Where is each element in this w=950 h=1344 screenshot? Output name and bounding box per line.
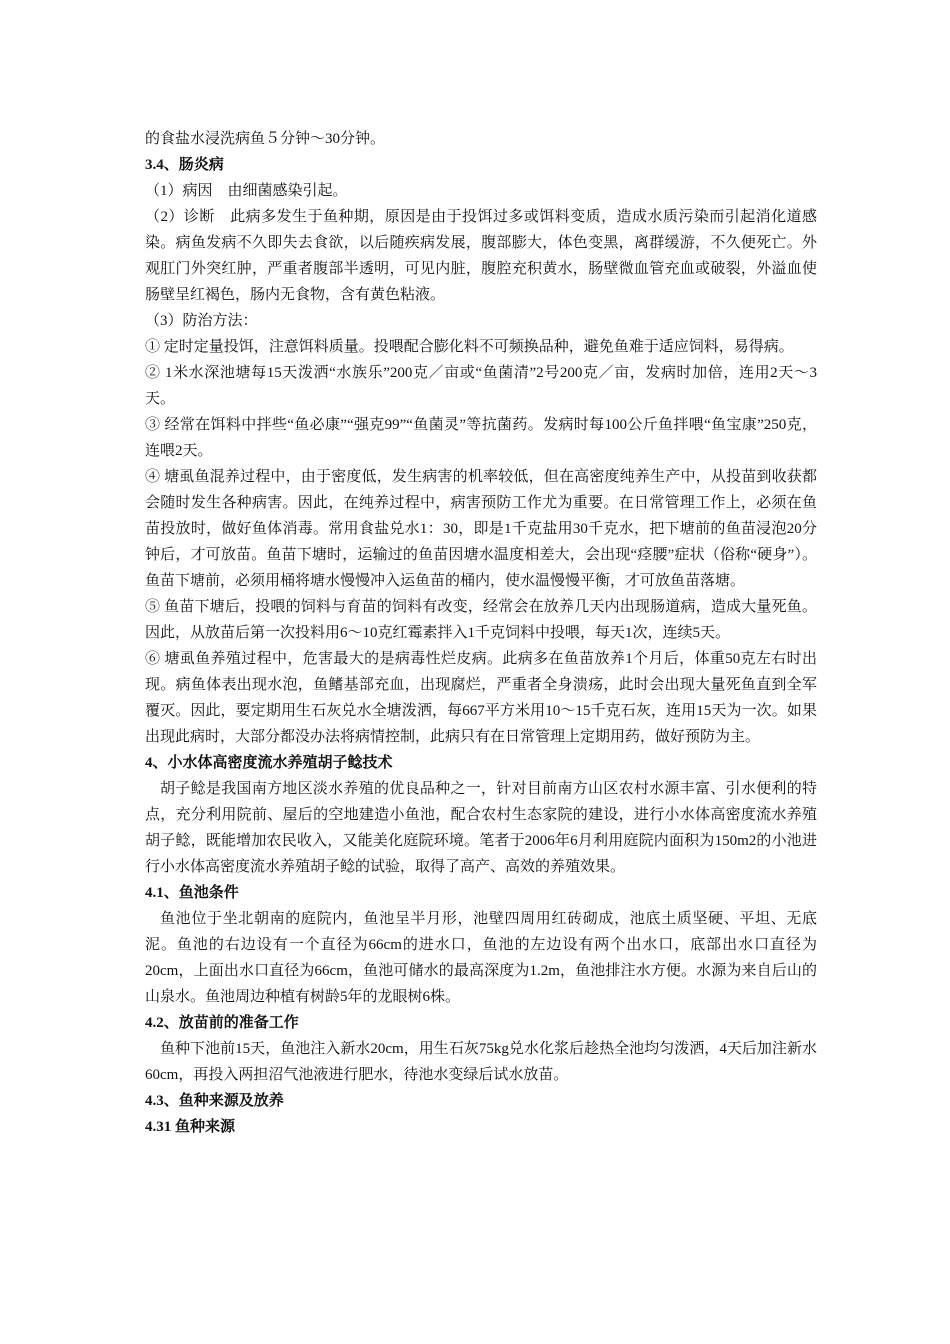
- paragraph: 鱼种下池前15天，鱼池注入新水20cm，用生石灰75kg兑水化浆后趁热全池均匀泼洒，4天后加注新水60cm，再投入两担沼气池液进行肥水，待池水变绿后试水放苗。: [145, 1041, 817, 1083]
- paragraph: 的食盐水浸洗病鱼５分钟～30分钟。: [145, 131, 386, 147]
- paragraph: （1）病因 由细菌感染引起。: [145, 183, 348, 199]
- section-heading: 4.2、放苗前的准备工作: [145, 1015, 299, 1031]
- document-page: [145, 126, 817, 1140]
- section-heading: 3.4、肠炎病: [145, 157, 224, 173]
- list-item: ① 定时定量投饵，注意饵料质量。投喂配合膨化料不可频换品种，避免鱼难于适应饲料，易得病。: [145, 339, 794, 355]
- list-item: ⑤ 鱼苗下塘后，投喂的饲料与育苗的饲料有改变，经常会在放养几天内出现肠道病，造成大量死鱼。因此，从放苗后第一次投料用6～10克红霉素拌入1千克饲料中投喂，每天1次，连续5天。: [145, 599, 817, 641]
- list-item: ③ 经常在饵料中拌些“鱼必康”“强克99”“鱼菌灵”等抗菌药。发病时每100公斤鱼拌喂“鱼宝康”250克，连喂2天。: [145, 417, 817, 459]
- section-heading: 4.1、鱼池条件: [145, 885, 239, 901]
- subsection-heading: 4.31 鱼种来源: [145, 1119, 236, 1135]
- paragraph: （3）防治方法：: [145, 313, 258, 329]
- list-item: ④ 塘虱鱼混养过程中，由于密度低，发生病害的机率较低，但在高密度纯养生产中，从投苗到收获都会随时发生各种病害。因此，在纯养过程中，病害预防工作尤为重要。在日常管理工作上，必须在鱼苗投放时，做好鱼体消毒。常用食盐兑水1：30，即是1千克盐用30千克水，把下塘前的鱼苗浸泡20分钟后，才可放苗。鱼苗下塘时，运输过的鱼苗因塘水温度相差大，会出现“痉腰”症状（俗称“硬身”）。鱼苗下塘前，必须用桶将塘水慢慢冲入运鱼苗的桶内，使水温慢慢平衡，才可放鱼苗落塘。: [145, 469, 817, 589]
- list-item: ⑥ 塘虱鱼养殖过程中，危害最大的是病毒性烂皮病。此病多在鱼苗放养1个月后，体重50克左右时出现。病鱼体表出现水泡，鱼鳍基部充血，出现腐烂，严重者全身溃疡，此时会出现大量死鱼直到全军覆灭。因此，要定期用生石灰兑水全塘泼洒，每667平方米用10～15千克石灰，连用15天为一次。如果出现此病时，大部分都没办法将病情控制，此病只有在日常管理上定期用药，做好预防为主。: [145, 651, 817, 745]
- section-heading: 4.3、鱼种来源及放养: [145, 1093, 284, 1109]
- paragraph: 胡子鲶是我国南方地区淡水养殖的优良品种之一，针对目前南方山区农村水源丰富、引水便利的特点，充分利用院前、屋后的空地建造小鱼池，配合农村生态家院的建设，进行小水体高密度流水养殖胡子鲶，既能增加农民收入，又能美化庭院环境。笔者于2006年6月利用庭院内面积为150m2的小池进行小水体高密度流水养殖胡子鲶的试验，取得了高产、高效的养殖效果。: [145, 781, 817, 875]
- section-heading: 4、小水体高密度流水养殖胡子鲶技术: [145, 755, 393, 771]
- paragraph: 鱼池位于坐北朝南的庭院内，鱼池呈半月形，池壁四周用红砖砌成，池底土质坚硬、平坦、无底泥。鱼池的右边设有一个直径为66cm的进水口，鱼池的左边设有两个出水口，底部出水口直径为20cm，上面出水口直径为66cm，鱼池可储水的最高深度为1.2m，鱼池排注水方便。水源为来自后山的山泉水。鱼池周边种植有树龄5年的龙眼树6株。: [145, 911, 817, 1005]
- paragraph: （2）诊断 此病多发生于鱼种期，原因是由于投饵过多或饵料变质，造成水质污染而引起消化道感染。病鱼发病不久即失去食欲，以后随疾病发展，腹部膨大，体色变黑，离群缓游，不久便死亡。外观肛门外突红肿，严重者腹部半透明，可见内脏，腹腔充积黄水，肠壁微血管充血或破裂，外溢血使肠壁呈红褐色，肠内无食物，含有黄色粘液。: [145, 209, 817, 303]
- list-item: ② 1米水深池塘每15天泼洒“水族乐”200克／亩或“鱼菌清”2号200克／亩，发病时加倍，连用2天～3天。: [145, 365, 817, 407]
